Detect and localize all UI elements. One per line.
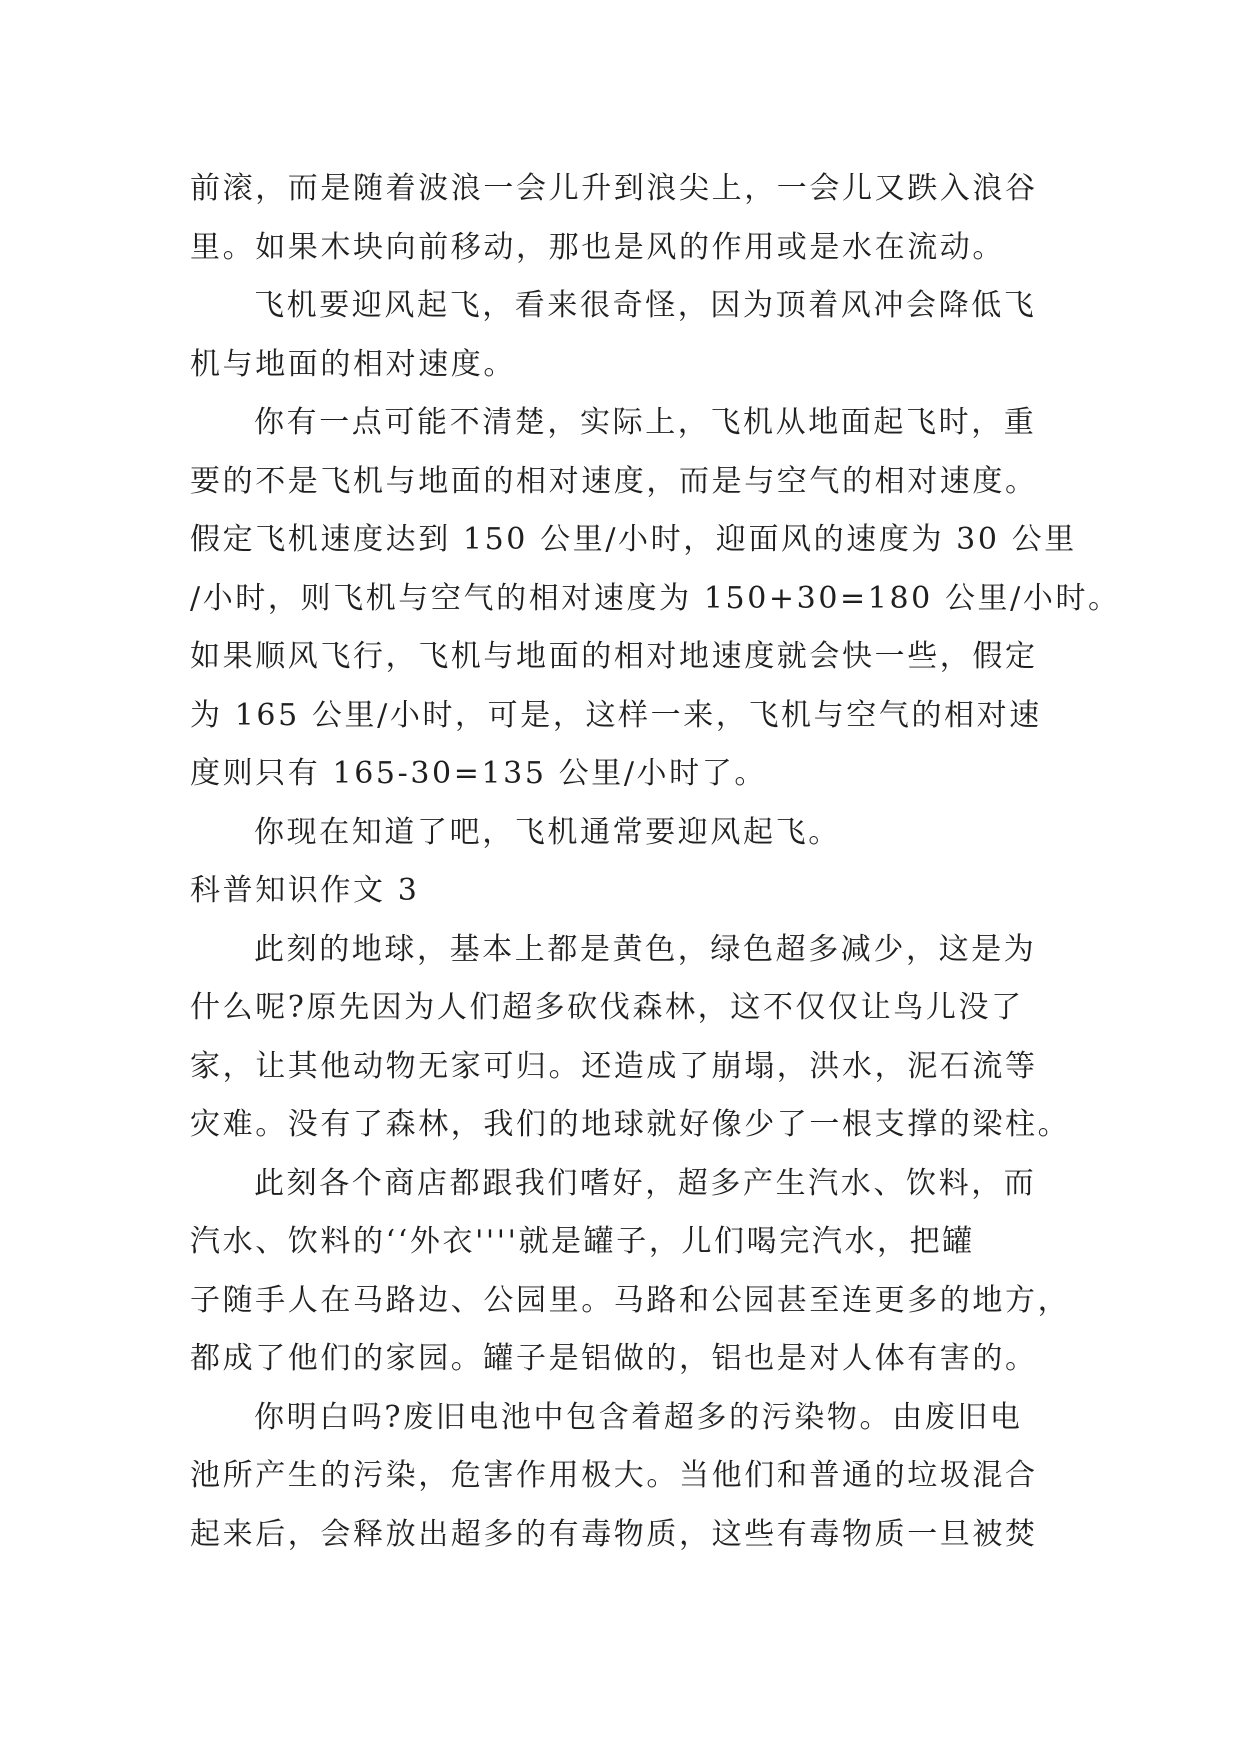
text-line: 灾难。没有了森林，我们的地球就好像少了一根支撑的梁柱。: [190, 1107, 1071, 1142]
text-line: 起来后，会释放出超多的有毒物质，这些有毒物质一旦被焚: [190, 1516, 1038, 1552]
text-line: 家，让其他动物无家可归。还造成了崩塌，洪水，泥石流等: [190, 1048, 1038, 1084]
text-line: 要的不是飞机与地面的相对速度，而是与空气的相对速度。: [190, 463, 1038, 499]
paragraph-first-line: 你有一点可能不清楚，实际上，飞机从地面起飞时，重: [254, 405, 1037, 440]
paragraph-first-line: 此刻各个商店都跟我们嗜好，超多产生汽水、饮料，而: [254, 1165, 1037, 1201]
paragraph-first-line: 飞机要迎风起飞，看来很奇怪，因为顶着风冲会降低飞: [254, 288, 1037, 323]
text-line: 子随手人在马路边、公园里。马路和公园甚至连更多的地方，: [190, 1282, 1071, 1318]
text-line: 假定飞机速度达到 150 公里/小时，迎面风的速度为 30 公里: [190, 522, 1077, 557]
paragraph-first-line: 你明白吗?废旧电池中包含着超多的污染物。由废旧电: [254, 1399, 1023, 1435]
paragraph-first-line: 此刻的地球，基本上都是黄色，绿色超多减少，这是为: [254, 931, 1037, 967]
section-heading: 科普知识作文 3: [190, 873, 420, 908]
text-line: 都成了他们的家园。罐子是铝做的，铝也是对人体有害的。: [190, 1341, 1038, 1376]
text-line: 什么呢?原先因为人们超多砍伐森林，这不仅仅让鸟儿没了: [190, 990, 1024, 1025]
text-line: 汽水、饮料的‘‘外衣''''就是罐子，儿们喝完汽水，把罐: [190, 1224, 975, 1259]
paragraph-first-line: 你现在知道了吧，飞机通常要迎风起飞。: [254, 814, 841, 850]
text-line: 里。如果木块向前移动，那也是风的作用或是水在流动。: [190, 229, 1005, 265]
text-line: 如果顺风飞行，飞机与地面的相对地速度就会快一些，假定: [190, 639, 1038, 674]
document-body: [190, 160, 1121, 1564]
text-line: 度则只有 165-30=135 公里/小时了。: [190, 756, 767, 791]
text-line: 为 165 公里/小时，可是，这样一来，飞机与空气的相对速: [190, 697, 1042, 733]
text-line: 机与地面的相对速度。: [190, 346, 516, 382]
text-line: 池所产生的污染，危害作用极大。当他们和普通的垃圾混合: [190, 1458, 1038, 1493]
text-line: /小时，则飞机与空气的相对速度为 150+30=180 公里/小时。: [190, 580, 1121, 616]
text-line: 前滚，而是随着波浪一会儿升到浪尖上，一会儿又跌入浪谷: [190, 171, 1038, 206]
